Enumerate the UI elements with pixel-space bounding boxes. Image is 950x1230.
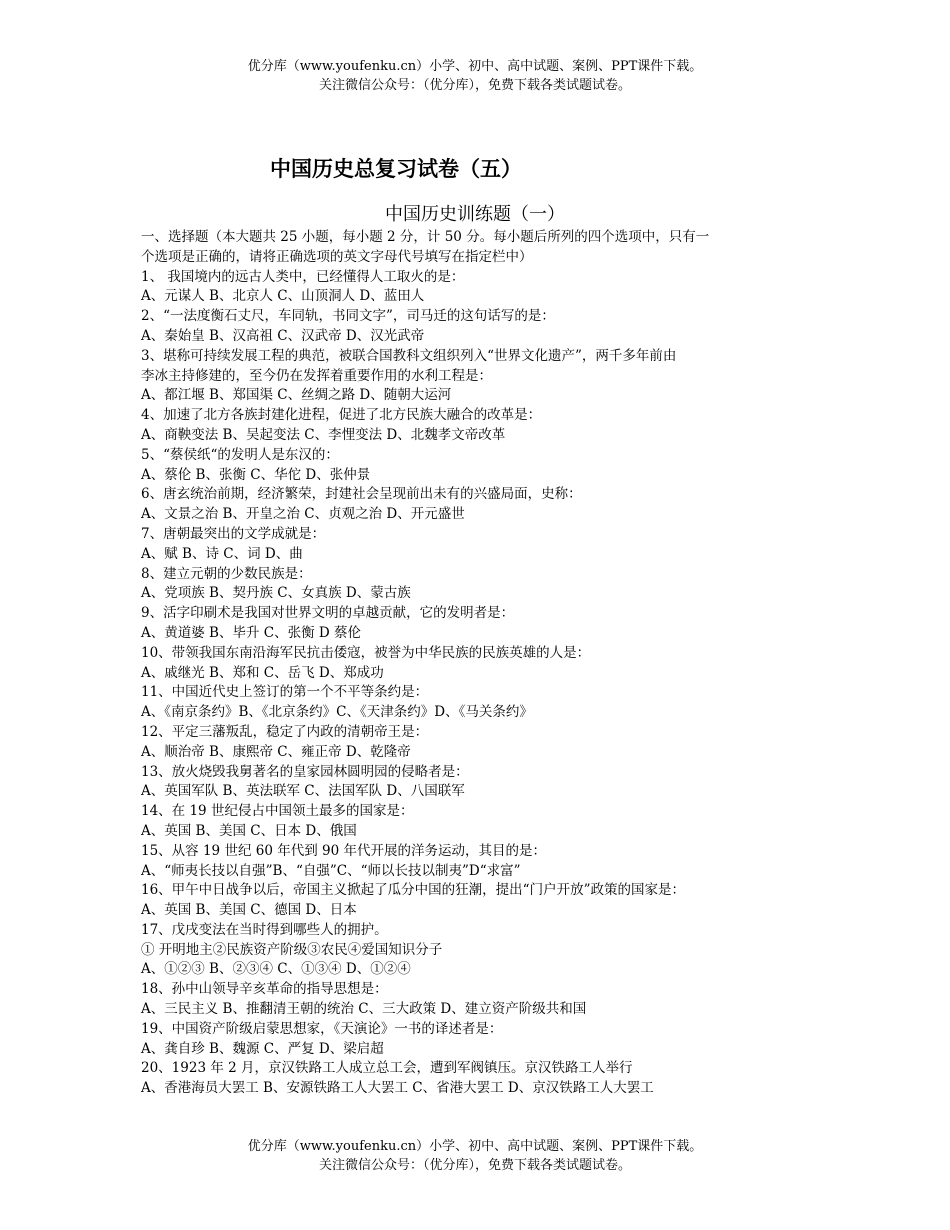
text-line: A、党项族 B、契丹族 C、女真族 D、蒙古族	[141, 585, 411, 602]
text-line: 2、“一法度衡石丈尺，车同轨，书同文字”，司马迁的这句话写的是：	[141, 308, 555, 325]
text-line: 11、中国近代史上签订的第一个不平等条约是：	[141, 684, 429, 701]
text-line: 15、从容 19 世纪 60 年代到 90 年代开展的洋务运动，其目的是：	[141, 842, 546, 859]
text-line: 18、孙中山领导辛亥革命的指导思想是：	[141, 981, 388, 998]
question-list	[141, 228, 821, 1099]
text-line: 14、在 19 世纪侵占中国领土最多的国家是：	[141, 803, 414, 820]
text-line: ① 开明地主②民族资产阶级③农民④爱国知识分子	[141, 941, 443, 958]
text-line: A、香港海员大罢工 B、安源铁路工人大罢工 C、省港大罢工 D、京汉铁路工人大罢工	[141, 1080, 654, 1097]
text-line: A、英国 B、美国 C、日本 D、俄国	[141, 822, 357, 839]
text-line: 17、戊戌变法在当时得到哪些人的拥护。	[141, 921, 388, 938]
text-line: A、赋 B、诗 C、词 D、曲	[141, 545, 303, 562]
page-header	[0, 57, 950, 95]
text-line: A、①②③ B、②③④ C、①③④ D、①②④	[141, 961, 411, 978]
text-line: 12、平定三藩叛乱，稳定了内政的清朝帝王是：	[141, 723, 429, 740]
text-line: 13、放火烧毁我舅著名的皇家园林圆明园的侵略者是：	[141, 763, 469, 780]
text-line: A、黄道婆 B、毕升 C、张衡 D 蔡伦	[141, 624, 361, 641]
text-line: 4、加速了北方各族封建化进程，促进了北方民族大融合的改革是：	[141, 407, 542, 424]
text-line: A、商鞅变法 B、吴起变法 C、李悝变法 D、北魏孝文帝改革	[141, 426, 506, 443]
text-line: 1、 我国境内的远古人类中，已经懂得人工取火的是：	[141, 268, 465, 285]
text-line: A、英国 B、美国 C、德国 D、日本	[141, 902, 357, 919]
text-line: A、文景之治 B、开皇之治 C、贞观之治 D、开元盛世	[141, 506, 465, 523]
text-line: A、英国军队 B、英法联军 C、法国军队 D、八国联军	[141, 783, 465, 800]
text-line: 3、堪称可持续发展工程的典范，被联合国教科文组织列入“世界文化遗产”，两千多年前由	[141, 347, 677, 364]
footer-line-2: 关注微信公众号：（优分库），免费下载各类试题试卷。	[318, 1158, 631, 1173]
text-line: 16、甲午中日战争以后，帝国主义掀起了瓜分中国的狂潮，提出“门户开放”政策的国家是：	[141, 882, 685, 899]
text-line: 一、选择题（本大题共 25 小题，每小题 2 分，计 50 分。每小题后所列的四个选项中，只有一	[141, 229, 710, 245]
text-line: A、《南京条约》B、《北京条约》C、《天津条约》D、《马关条约》	[141, 704, 533, 721]
text-line: A、蔡伦 B、张衡 C、华佗 D、张仲景	[141, 466, 371, 483]
text-line: A、龚自珍 B、魏源 C、严复 D、梁启超	[141, 1040, 384, 1057]
text-line: A、都江堰 B、郑国渠 C、丝绸之路 D、随朝大运河	[141, 387, 452, 404]
text-line: 7、唐朝最突出的文学成就是：	[141, 525, 326, 542]
header-line-2: 关注微信公众号：（优分库），免费下载各类试题试卷。	[318, 78, 631, 93]
text-line: A、顺治帝 B、康熙帝 C、雍正帝 D、乾隆帝	[141, 743, 411, 760]
text-line: 19、中国资产阶级启蒙思想家，《天演论》一书的译述者是：	[141, 1020, 503, 1037]
page-footer	[0, 1137, 950, 1175]
text-line: 个选项是正确的，请将正确选项的英文字母代号填写在指定栏中）	[141, 248, 533, 265]
text-line: 6、唐玄统治前期，经济繁荣，封建社会呈现前出未有的兴盛局面，史称：	[141, 486, 582, 503]
footer-line-1: 优分库（www.youfenku.cn）小学、初中、高中试题、案例、PPT课件下载。	[247, 1139, 703, 1154]
document-subtitle: 中国历史训练题（一）	[385, 204, 565, 225]
text-line: 李冰主持修建的，至今仍在发挥着重要作用的水利工程是：	[141, 367, 492, 384]
text-line: 5、“蔡侯纸“的发明人是东汉的：	[141, 446, 339, 463]
document-title: 中国历史总复习试卷（五）	[270, 157, 522, 181]
text-line: 9、活字印刷术是我国对世界文明的卓越贡献，它的发明者是：	[141, 605, 515, 622]
header-line-1: 优分库（www.youfenku.cn）小学、初中、高中试题、案例、PPT课件下载。	[247, 59, 703, 74]
text-line: 20、1923 年 2 月，京汉铁路工人成立总工会，遭到军阀镇压。京汉铁路工人举行	[141, 1060, 633, 1077]
text-line: A、戚继光 B、郑和 C、岳飞 D、郑成功	[141, 664, 384, 681]
text-line: 10、带领我国东南沿海军民抗击倭寇，被誉为中华民族的民族英雄的人是：	[141, 644, 591, 661]
text-line: A、秦始皇 B、汉高祖 C、汉武帝 D、汉光武帝	[141, 327, 425, 344]
text-line: A、元谋人 B、北京人 C、山顶洞人 D、蓝田人	[141, 288, 425, 305]
text-line: A、三民主义 B、推翻清王朝的统治 C、三大政策 D、建立资产阶级共和国	[141, 1001, 587, 1018]
text-line: A、“师夷长技以自强”B、“自强”C、“师以长技以制夷”D“求富”	[141, 862, 521, 879]
text-line: 8、建立元朝的少数民族是：	[141, 565, 312, 582]
